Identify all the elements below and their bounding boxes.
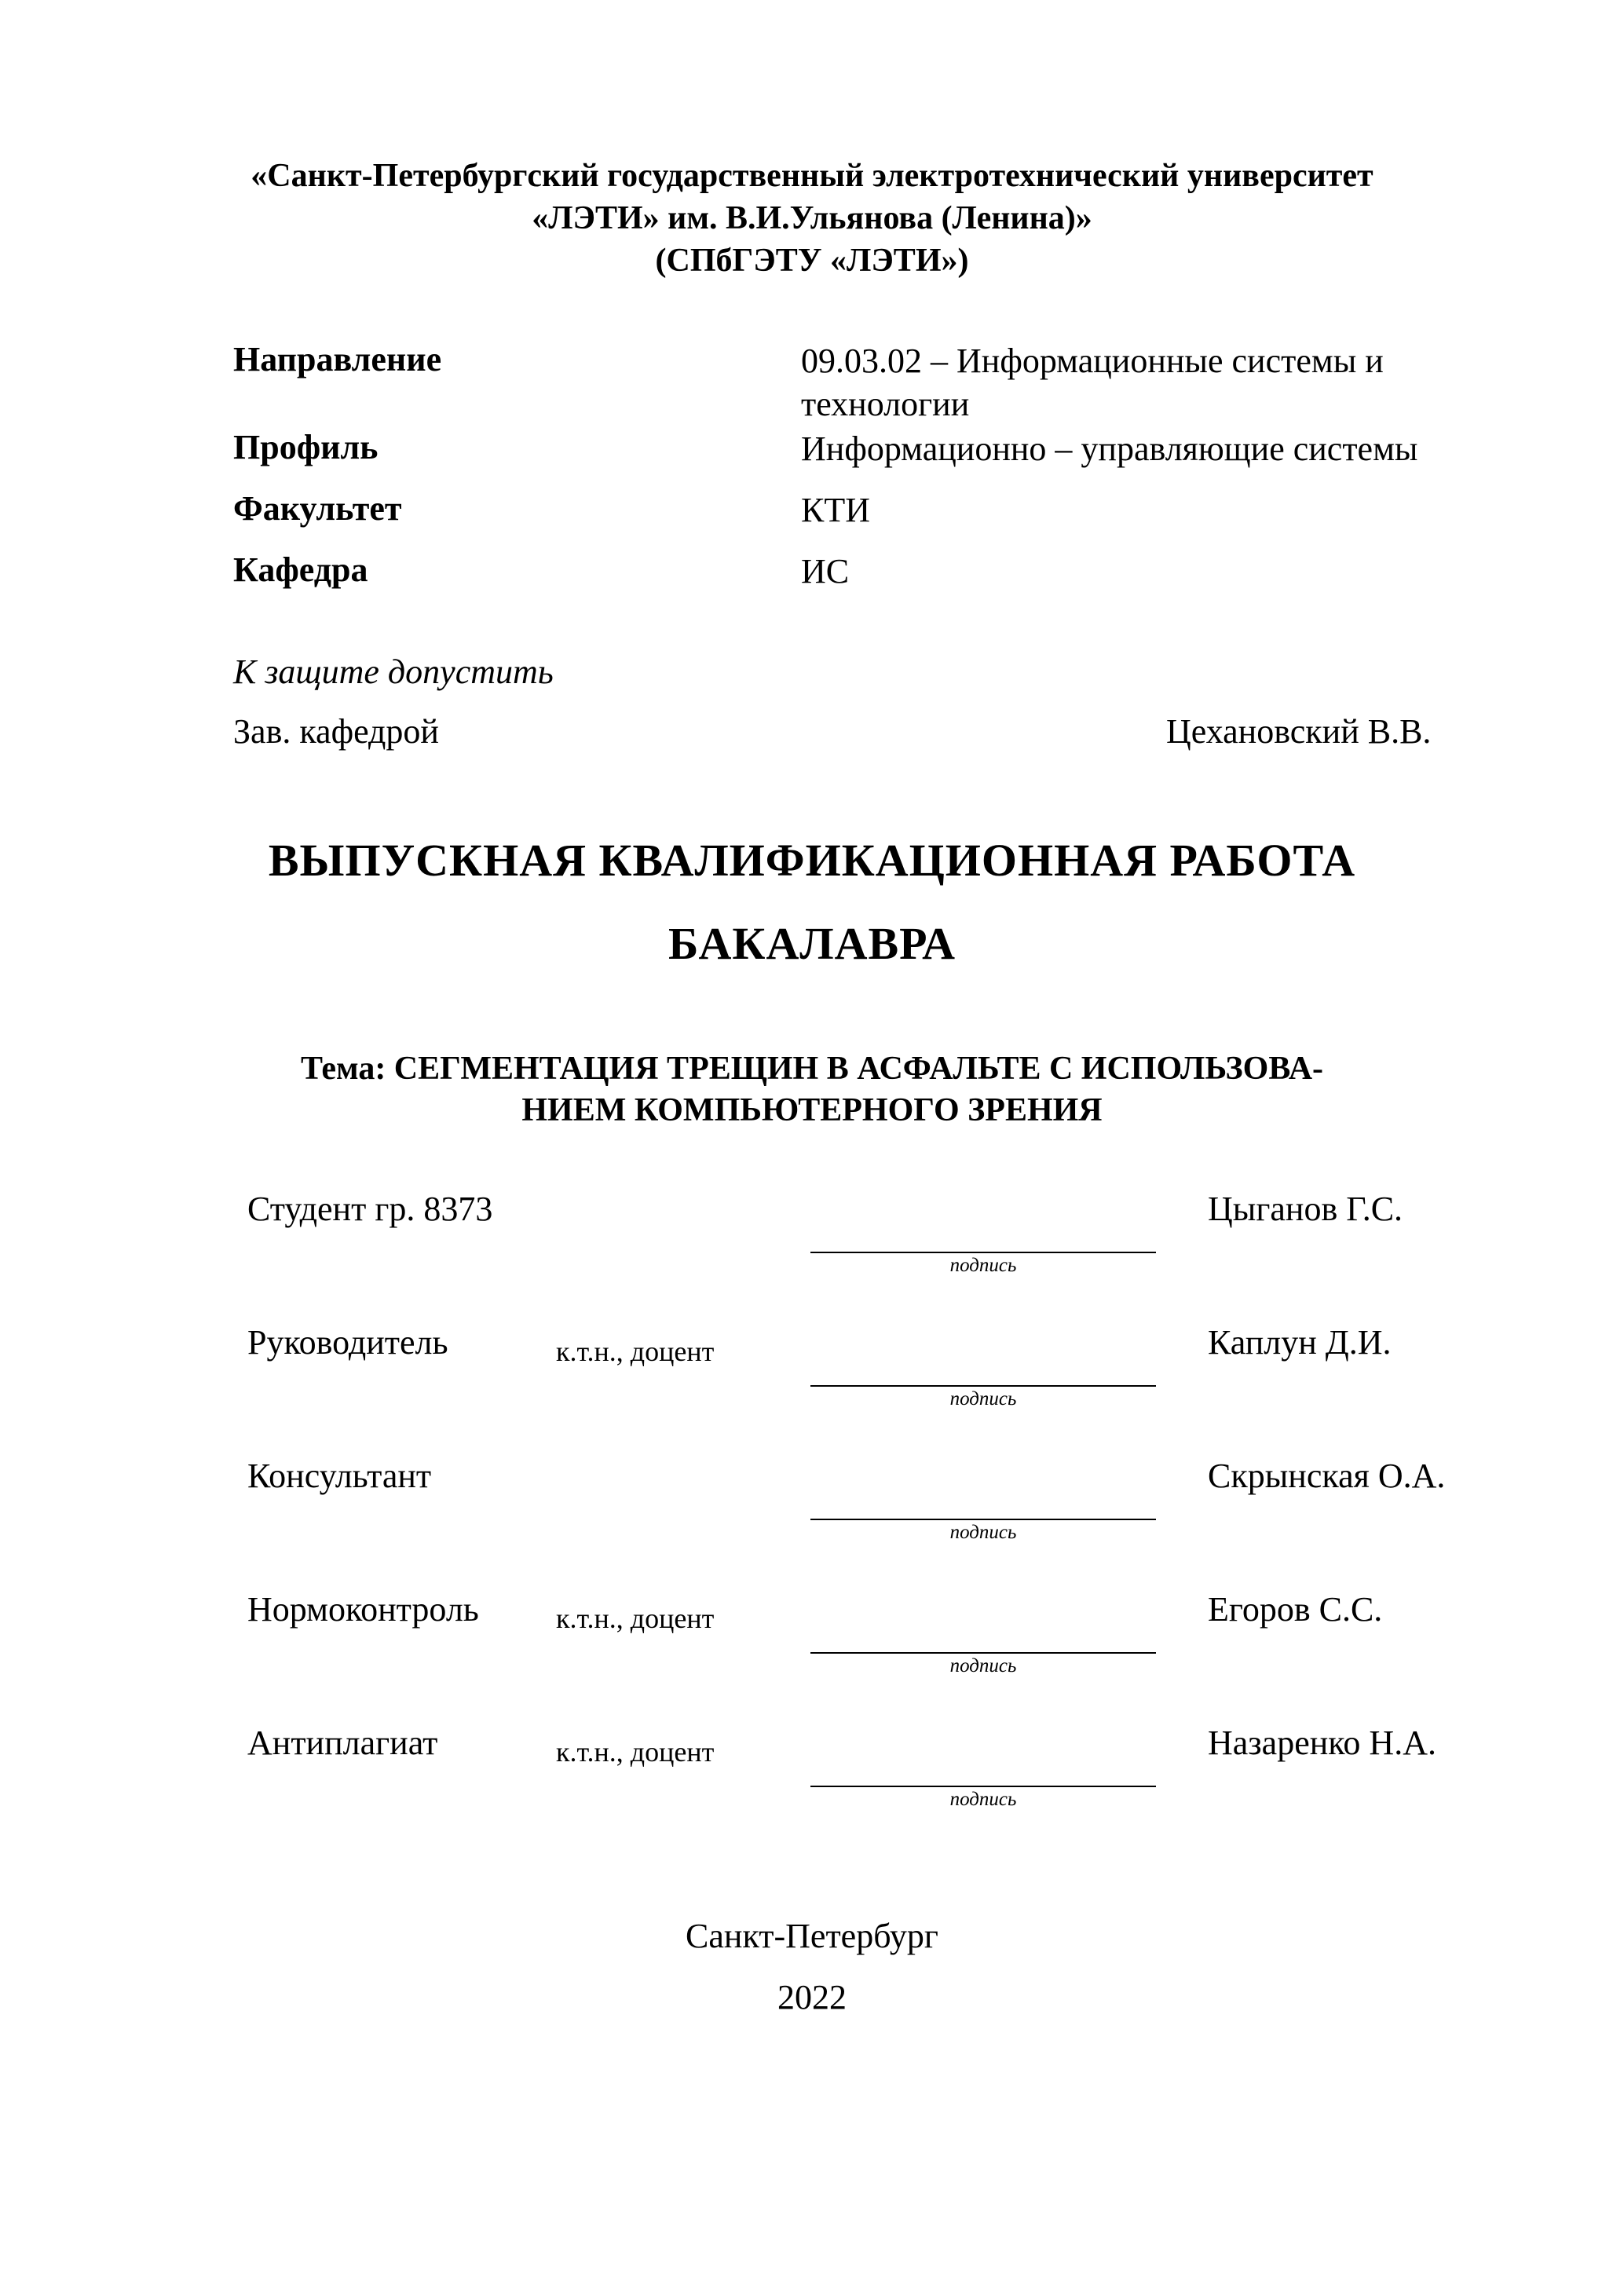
signature-name: Егоров С.С.	[1208, 1590, 1383, 1629]
footer-city: Санкт-Петербург	[686, 1917, 938, 1955]
signature-name: Цыганов Г.С.	[1208, 1190, 1403, 1228]
university-abbreviation: (СПбГЭТУ «ЛЭТИ»)	[655, 243, 969, 279]
profile-label: Профиль	[233, 428, 379, 466]
signature-line	[810, 1385, 1156, 1387]
faculty-value: КТИ	[801, 491, 870, 529]
signature-line	[810, 1519, 1156, 1520]
signature-line	[810, 1652, 1156, 1654]
signature-line	[810, 1786, 1156, 1787]
signature-caption: подпись	[949, 1388, 1017, 1409]
university-name-line2: «ЛЭТИ» им. В.И.Ульянова (Ленина)»	[532, 200, 1092, 236]
signature-line	[810, 1252, 1156, 1253]
signature-caption: подпись	[949, 1522, 1017, 1543]
department-label: Кафедра	[233, 550, 368, 589]
department-value: ИС	[801, 552, 850, 590]
signature-caption: подпись	[949, 1655, 1017, 1676]
signature-caption: подпись	[949, 1255, 1017, 1276]
topic-line2: НИЕМ КОМПЬЮТЕРНОГО ЗРЕНИЯ	[521, 1092, 1103, 1128]
footer-year: 2022	[777, 1978, 847, 2016]
signature-role: Студент гр. 8373	[247, 1190, 493, 1228]
signature-role: Руководитель	[247, 1323, 448, 1362]
profile-value: Информационно – управляющие системы	[801, 430, 1418, 468]
signature-role: Консультант	[247, 1457, 432, 1495]
admission-text: К защите допустить	[233, 653, 554, 691]
signature-degree: к.т.н., доцент	[556, 1336, 715, 1367]
signature-name: Каплун Д.И.	[1208, 1323, 1392, 1362]
signature-role: Антиплагиат	[247, 1724, 438, 1762]
signature-caption: подпись	[949, 1789, 1017, 1810]
thesis-title-line1: ВЫПУСКНАЯ КВАЛИФИКАЦИОННАЯ РАБОТА	[268, 835, 1356, 886]
direction-label: Направление	[233, 340, 442, 378]
signature-role: Нормоконтроль	[247, 1590, 479, 1629]
signature-degree: к.т.н., доцент	[556, 1603, 715, 1634]
thesis-title-line2: БАКАЛАВРА	[668, 918, 956, 969]
direction-value: 09.03.02 – Информационные системы и технологии	[801, 342, 1384, 423]
head-of-department-name: Цехановский В.В.	[1166, 712, 1432, 751]
faculty-label: Факультет	[233, 489, 402, 528]
signature-name: Назаренко Н.А.	[1208, 1724, 1436, 1762]
signature-name: Скрынская О.А.	[1208, 1457, 1446, 1495]
university-name-line1: «Санкт-Петербургский государственный электротехнический университет	[251, 158, 1373, 194]
head-of-department-role: Зав. кафедрой	[233, 712, 439, 751]
topic-line1: Тема: СЕГМЕНТАЦИЯ ТРЕЩИН В АСФАЛЬТЕ С ИСПОЛЬЗОВА-	[300, 1051, 1324, 1087]
signature-degree: к.т.н., доцент	[556, 1736, 715, 1768]
